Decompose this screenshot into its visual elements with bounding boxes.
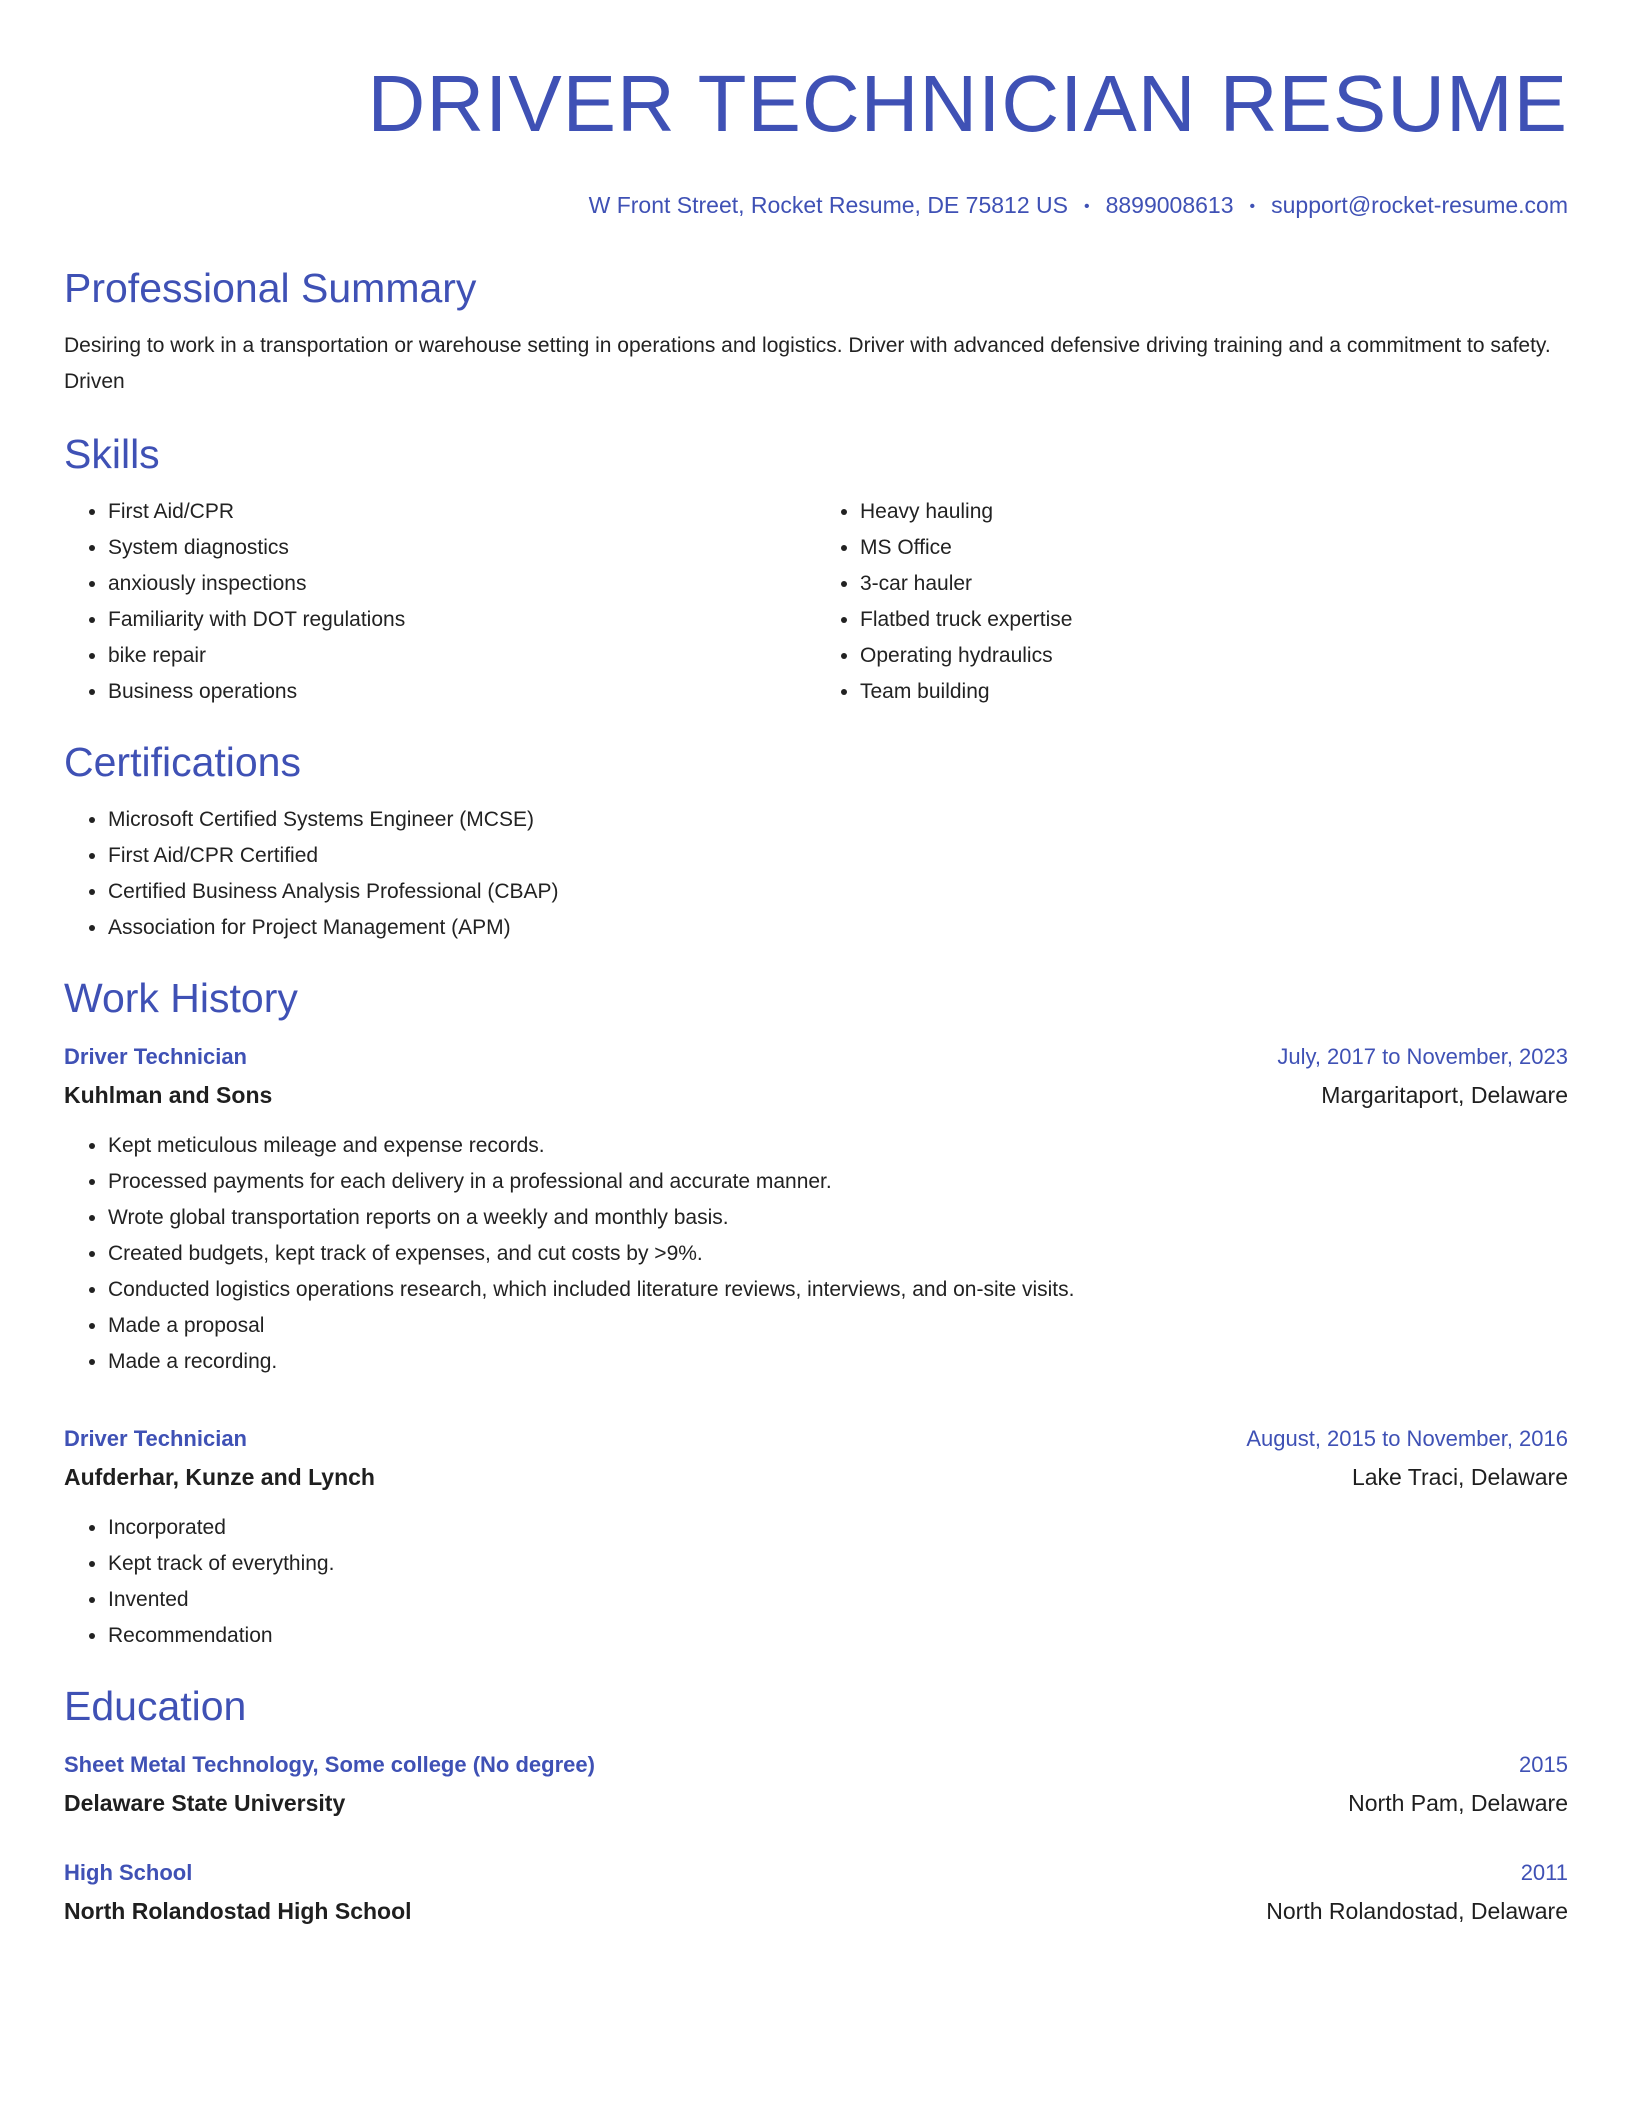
- job-bullet: • Invented: [108, 1582, 1568, 1618]
- job-bullet: • Conducted logistics operations research, which included literature reviews, interviews, and on-site visits.: [108, 1272, 1568, 1308]
- job-title: Driver Technician: [64, 1044, 247, 1069]
- skills-list-right: [816, 494, 1568, 710]
- contact-email: support@rocket-resume.com: [1271, 192, 1568, 218]
- skill-item: • Familiarity with DOT regulations: [108, 602, 816, 638]
- job-bullet: • Kept track of everything.: [108, 1546, 1568, 1582]
- education-entry: [64, 1746, 1568, 1822]
- job-company-row: [64, 1076, 1568, 1114]
- section-heading-skills: Skills: [64, 431, 160, 477]
- job-entry: [64, 1420, 1568, 1654]
- job-entry: [64, 1038, 1568, 1380]
- contact-separator: •: [1249, 198, 1256, 215]
- job-bullets: [64, 1128, 1568, 1380]
- job-company: Aufderhar, Kunze and Lynch: [64, 1464, 375, 1490]
- skill-item: • anxiously inspections: [108, 566, 816, 602]
- education-degree: Sheet Metal Technology, Some college (No degree): [64, 1752, 595, 1777]
- education-degree: High School: [64, 1860, 193, 1885]
- section-heading-certifications: Certifications: [64, 739, 301, 785]
- certification-item: • Microsoft Certified Systems Engineer (MCSE): [108, 802, 1568, 838]
- skill-item: • Team building: [860, 674, 1568, 710]
- education-entry: [64, 1854, 1568, 1930]
- job-company: Kuhlman and Sons: [64, 1082, 273, 1108]
- skill-item: • Business operations: [108, 674, 816, 710]
- job-location: Lake Traci, Delaware: [1351, 1464, 1568, 1490]
- education-degree-row: [64, 1746, 1568, 1784]
- job-dates: July, 2017 to November, 2023: [1277, 1044, 1568, 1069]
- education-section: [64, 1680, 1568, 1930]
- job-bullet: • Made a proposal: [108, 1308, 1568, 1344]
- summary-text: Desiring to work in a transportation or warehouse setting in operations and logistics. Driver with advanced defensive driving training and a commitment to safety. Driven: [64, 334, 1551, 393]
- resume-title: DRIVER TECHNICIAN RESUME: [367, 59, 1568, 148]
- section-heading-summary: Professional Summary: [64, 265, 477, 311]
- job-bullet: • Processed payments for each delivery in a professional and accurate manner.: [108, 1164, 1568, 1200]
- job-bullets: [64, 1510, 1568, 1654]
- contact-phone: 8899008613: [1105, 192, 1234, 218]
- education-location: North Rolandostad, Delaware: [1266, 1898, 1568, 1924]
- contact-line: [64, 190, 1568, 222]
- job-bullet: • Incorporated: [108, 1510, 1568, 1546]
- job-company-row: [64, 1458, 1568, 1496]
- summary-section: [64, 262, 1568, 400]
- education-year: 2015: [1519, 1752, 1568, 1777]
- contact-separator: •: [1083, 198, 1090, 215]
- skill-item: • First Aid/CPR: [108, 494, 816, 530]
- job-location: Margaritaport, Delaware: [1321, 1082, 1568, 1108]
- skill-item: • bike repair: [108, 638, 816, 674]
- skills-list-left: [64, 494, 816, 710]
- skill-item: • System diagnostics: [108, 530, 816, 566]
- education-degree-row: [64, 1854, 1568, 1892]
- skills-columns: [64, 494, 1568, 710]
- skill-item: • Heavy hauling: [860, 494, 1568, 530]
- job-title-row: [64, 1038, 1568, 1076]
- education-year: 2011: [1520, 1860, 1568, 1885]
- education-school-row: [64, 1784, 1568, 1822]
- job-bullet: • Kept meticulous mileage and expense records.: [108, 1128, 1568, 1164]
- job-title: Driver Technician: [64, 1426, 247, 1451]
- job-bullet: • Made a recording.: [108, 1344, 1568, 1380]
- certification-item: • First Aid/CPR Certified: [108, 838, 1568, 874]
- job-bullet: • Wrote global transportation reports on a weekly and monthly basis.: [108, 1200, 1568, 1236]
- section-heading-work-history: Work History: [64, 975, 298, 1021]
- certifications-section: [64, 736, 1568, 946]
- job-bullet: • Created budgets, kept track of expenses, and cut costs by >9%.: [108, 1236, 1568, 1272]
- certifications-list: [64, 802, 1568, 946]
- contact-address: W Front Street, Rocket Resume, DE 75812 US: [588, 192, 1068, 218]
- skill-item: • MS Office: [860, 530, 1568, 566]
- skill-item: • Operating hydraulics: [860, 638, 1568, 674]
- education-school: North Rolandostad High School: [64, 1898, 412, 1924]
- certification-item: • Certified Business Analysis Professional (CBAP): [108, 874, 1568, 910]
- job-title-row: [64, 1420, 1568, 1458]
- skill-item: • Flatbed truck expertise: [860, 602, 1568, 638]
- job-dates: August, 2015 to November, 2016: [1246, 1426, 1568, 1451]
- education-location: North Pam, Delaware: [1348, 1790, 1568, 1816]
- certification-item: • Association for Project Management (APM): [108, 910, 1568, 946]
- skills-section: [64, 428, 1568, 710]
- job-bullet: • Recommendation: [108, 1618, 1568, 1654]
- section-heading-education: Education: [64, 1683, 247, 1729]
- education-school: Delaware State University: [64, 1790, 346, 1816]
- education-school-row: [64, 1892, 1568, 1930]
- resume-header: [64, 0, 1568, 222]
- skill-item: • 3-car hauler: [860, 566, 1568, 602]
- work-history-section: [64, 972, 1568, 1654]
